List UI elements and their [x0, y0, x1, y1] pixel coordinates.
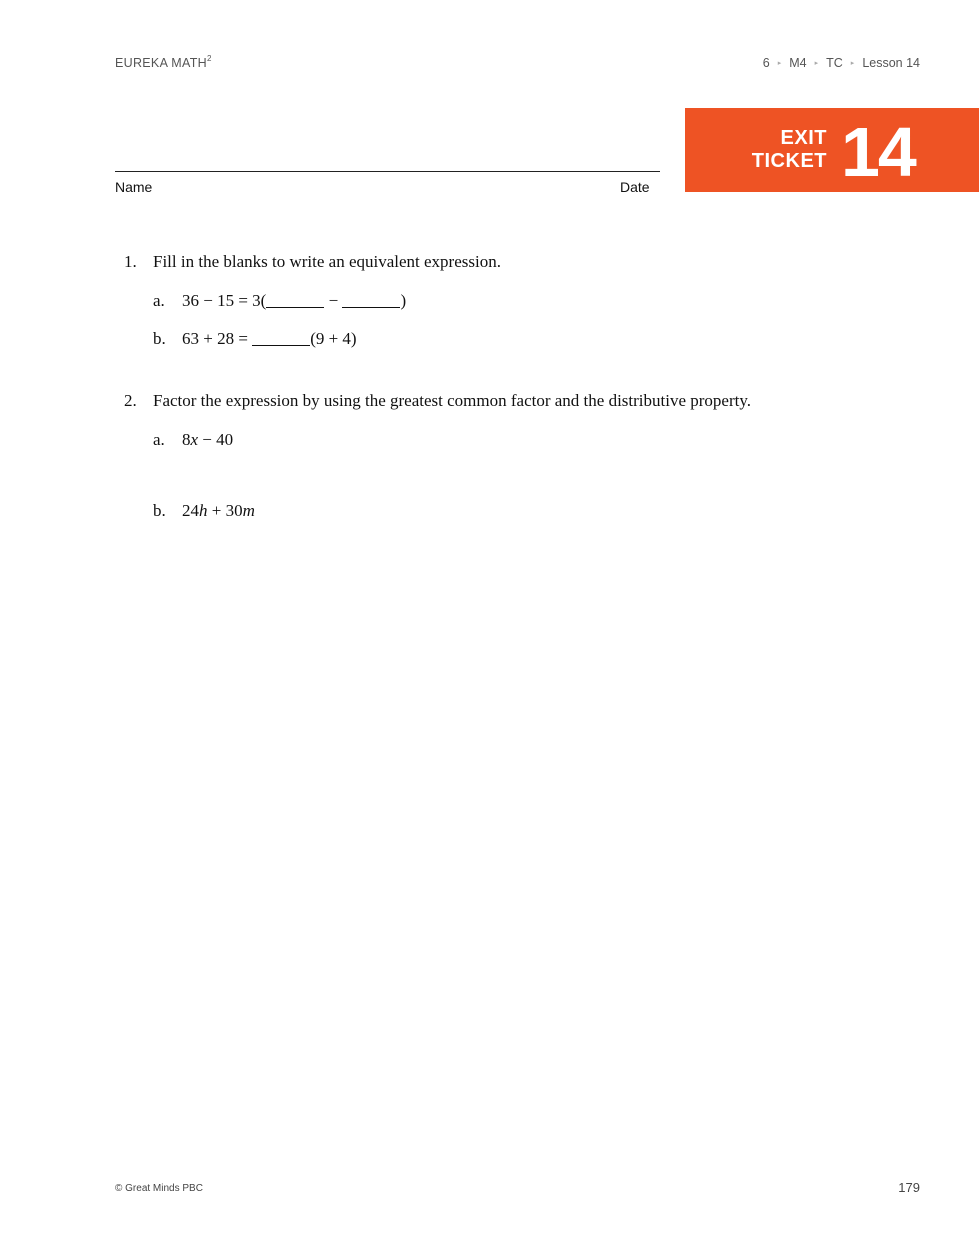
expression-lhs: 36 − 15 = 3( [182, 291, 267, 310]
expression-end: (9 + 4) [310, 329, 357, 348]
variable: h [199, 501, 208, 520]
breadcrumb-lesson: Lesson 14 [862, 56, 920, 70]
expression-operator: + 30 [207, 501, 243, 520]
expression-2b [182, 501, 255, 521]
part-label: a. [153, 430, 165, 449]
chevron-right-icon: ▸ [814, 60, 819, 67]
name-label: Name [115, 179, 153, 195]
exit-ticket-badge [685, 108, 979, 192]
problem-number: 2. [124, 391, 137, 410]
answer-blank[interactable] [266, 293, 324, 308]
brand-logo [115, 56, 212, 70]
part-label: b. [153, 329, 166, 348]
expression-rest: − 40 [198, 430, 234, 449]
chevron-right-icon: ▸ [777, 60, 782, 67]
expression-1a [182, 291, 406, 311]
coefficient: 8 [182, 430, 191, 449]
brand-superscript: 2 [206, 54, 212, 63]
expression-operator: − [324, 291, 343, 310]
date-label: Date [620, 179, 650, 195]
part-label: b. [153, 501, 166, 520]
breadcrumb-grade: 6 [762, 56, 770, 70]
exit-label: EXIT [780, 127, 827, 149]
expression-1b [182, 329, 357, 349]
name-date-line[interactable] [115, 171, 660, 172]
breadcrumb-topic: TC [826, 56, 843, 70]
brand-name: EUREKA MATH [115, 56, 207, 70]
page-number: 179 [898, 1180, 920, 1195]
part-label: a. [153, 291, 165, 310]
coefficient: 24 [182, 501, 199, 520]
ticket-label: TICKET [751, 150, 827, 172]
breadcrumb-module: M4 [789, 56, 807, 70]
variable: x [190, 430, 199, 449]
expression-end: ) [400, 291, 407, 310]
breadcrumb [763, 56, 920, 70]
problem-prompt: Fill in the blanks to write an equivalent expression. [153, 252, 501, 271]
copyright: © Great Minds PBC [115, 1183, 203, 1194]
lesson-number: 14 [841, 113, 915, 191]
variable: m [242, 501, 255, 520]
problem-number: 1. [124, 252, 137, 271]
chevron-right-icon: ▸ [850, 60, 855, 67]
expression-2a [182, 430, 233, 450]
expression-lhs: 63 + 28 = [182, 329, 253, 348]
problem-prompt: Factor the expression by using the greatest common factor and the distributive property. [153, 391, 751, 410]
answer-blank[interactable] [252, 331, 310, 346]
answer-blank[interactable] [342, 293, 400, 308]
